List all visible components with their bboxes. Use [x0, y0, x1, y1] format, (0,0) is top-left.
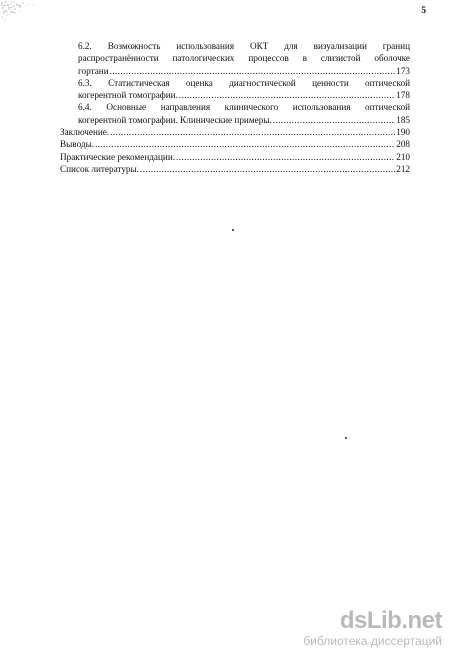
toc-leader-dots — [95, 138, 395, 150]
toc-page-number: 178 — [396, 90, 410, 101]
watermark-tagline: библиотека диссертаций — [303, 634, 442, 648]
toc-entry-6-2 — [60, 40, 410, 77]
toc-leader-dots — [140, 163, 395, 175]
toc-page-number: 210 — [396, 151, 410, 162]
toc-entry-number: 6.4. — [78, 102, 92, 113]
toc-entry-last-line — [60, 151, 410, 163]
watermark-brand: dsLib.net — [339, 607, 442, 634]
toc-entry-number: 6.3. — [78, 77, 92, 88]
toc-entry-title-end: гортани — [78, 65, 109, 76]
toc-entry-middle-line: распространённости патологических процессов в слизистой оболочке — [78, 53, 410, 64]
toc-entry-title-end: когерентной томографии. Клинические примеры. — [78, 114, 272, 125]
toc-entry-number: 6.2. — [78, 41, 92, 51]
toc-page-number: 212 — [396, 163, 410, 174]
toc-page-number: 190 — [396, 127, 410, 138]
toc-entry-title: Статистическая оценка диагностической ценности оптической — [108, 77, 410, 88]
scan-speck — [345, 437, 347, 439]
toc-entry-title: Выводы. — [60, 139, 95, 150]
table-of-contents — [60, 40, 410, 175]
toc-entry-title: Практические рекомендации. — [60, 151, 176, 162]
toc-leader-dots — [110, 65, 396, 77]
toc-entry-first-line — [78, 40, 410, 52]
toc-entry-title-end: когерентной томографии. — [78, 90, 178, 101]
toc-entry-title: Заключение. — [60, 127, 110, 138]
toc-entry-first-line — [78, 77, 410, 89]
toc-entry-6-4 — [60, 101, 410, 126]
toc-entry-title: Список литературы. — [60, 163, 139, 174]
toc-entry-conclusion — [60, 126, 410, 138]
toc-leader-dots — [179, 89, 395, 101]
toc-entry-title: Основные направления клинического использования оптической — [106, 102, 411, 113]
toc-entry-title: Возможность использования ОКТ для визуализации границ — [107, 41, 410, 51]
scan-speck — [232, 229, 234, 231]
toc-entry-first-line — [78, 101, 410, 113]
toc-leader-dots — [110, 126, 395, 138]
toc-entry-recommendations — [60, 151, 410, 163]
page-number: 5 — [421, 6, 426, 16]
toc-entry-last-line — [78, 65, 410, 77]
toc-page-number: 208 — [396, 139, 410, 150]
toc-leader-dots — [273, 114, 395, 126]
toc-entry-last-line — [78, 114, 410, 126]
toc-entry-references — [60, 163, 410, 175]
toc-page-number: 173 — [396, 65, 410, 76]
scan-noise-corner — [0, 0, 44, 28]
toc-entry-last-line — [78, 89, 410, 101]
toc-leader-dots — [176, 151, 395, 163]
toc-page-number: 185 — [396, 114, 410, 125]
toc-entry-last-line — [60, 138, 410, 150]
toc-entry-findings — [60, 138, 410, 150]
toc-entry-last-line — [60, 163, 410, 175]
toc-entry-6-3 — [60, 77, 410, 102]
toc-entry-last-line — [60, 126, 410, 138]
watermark — [303, 608, 442, 648]
